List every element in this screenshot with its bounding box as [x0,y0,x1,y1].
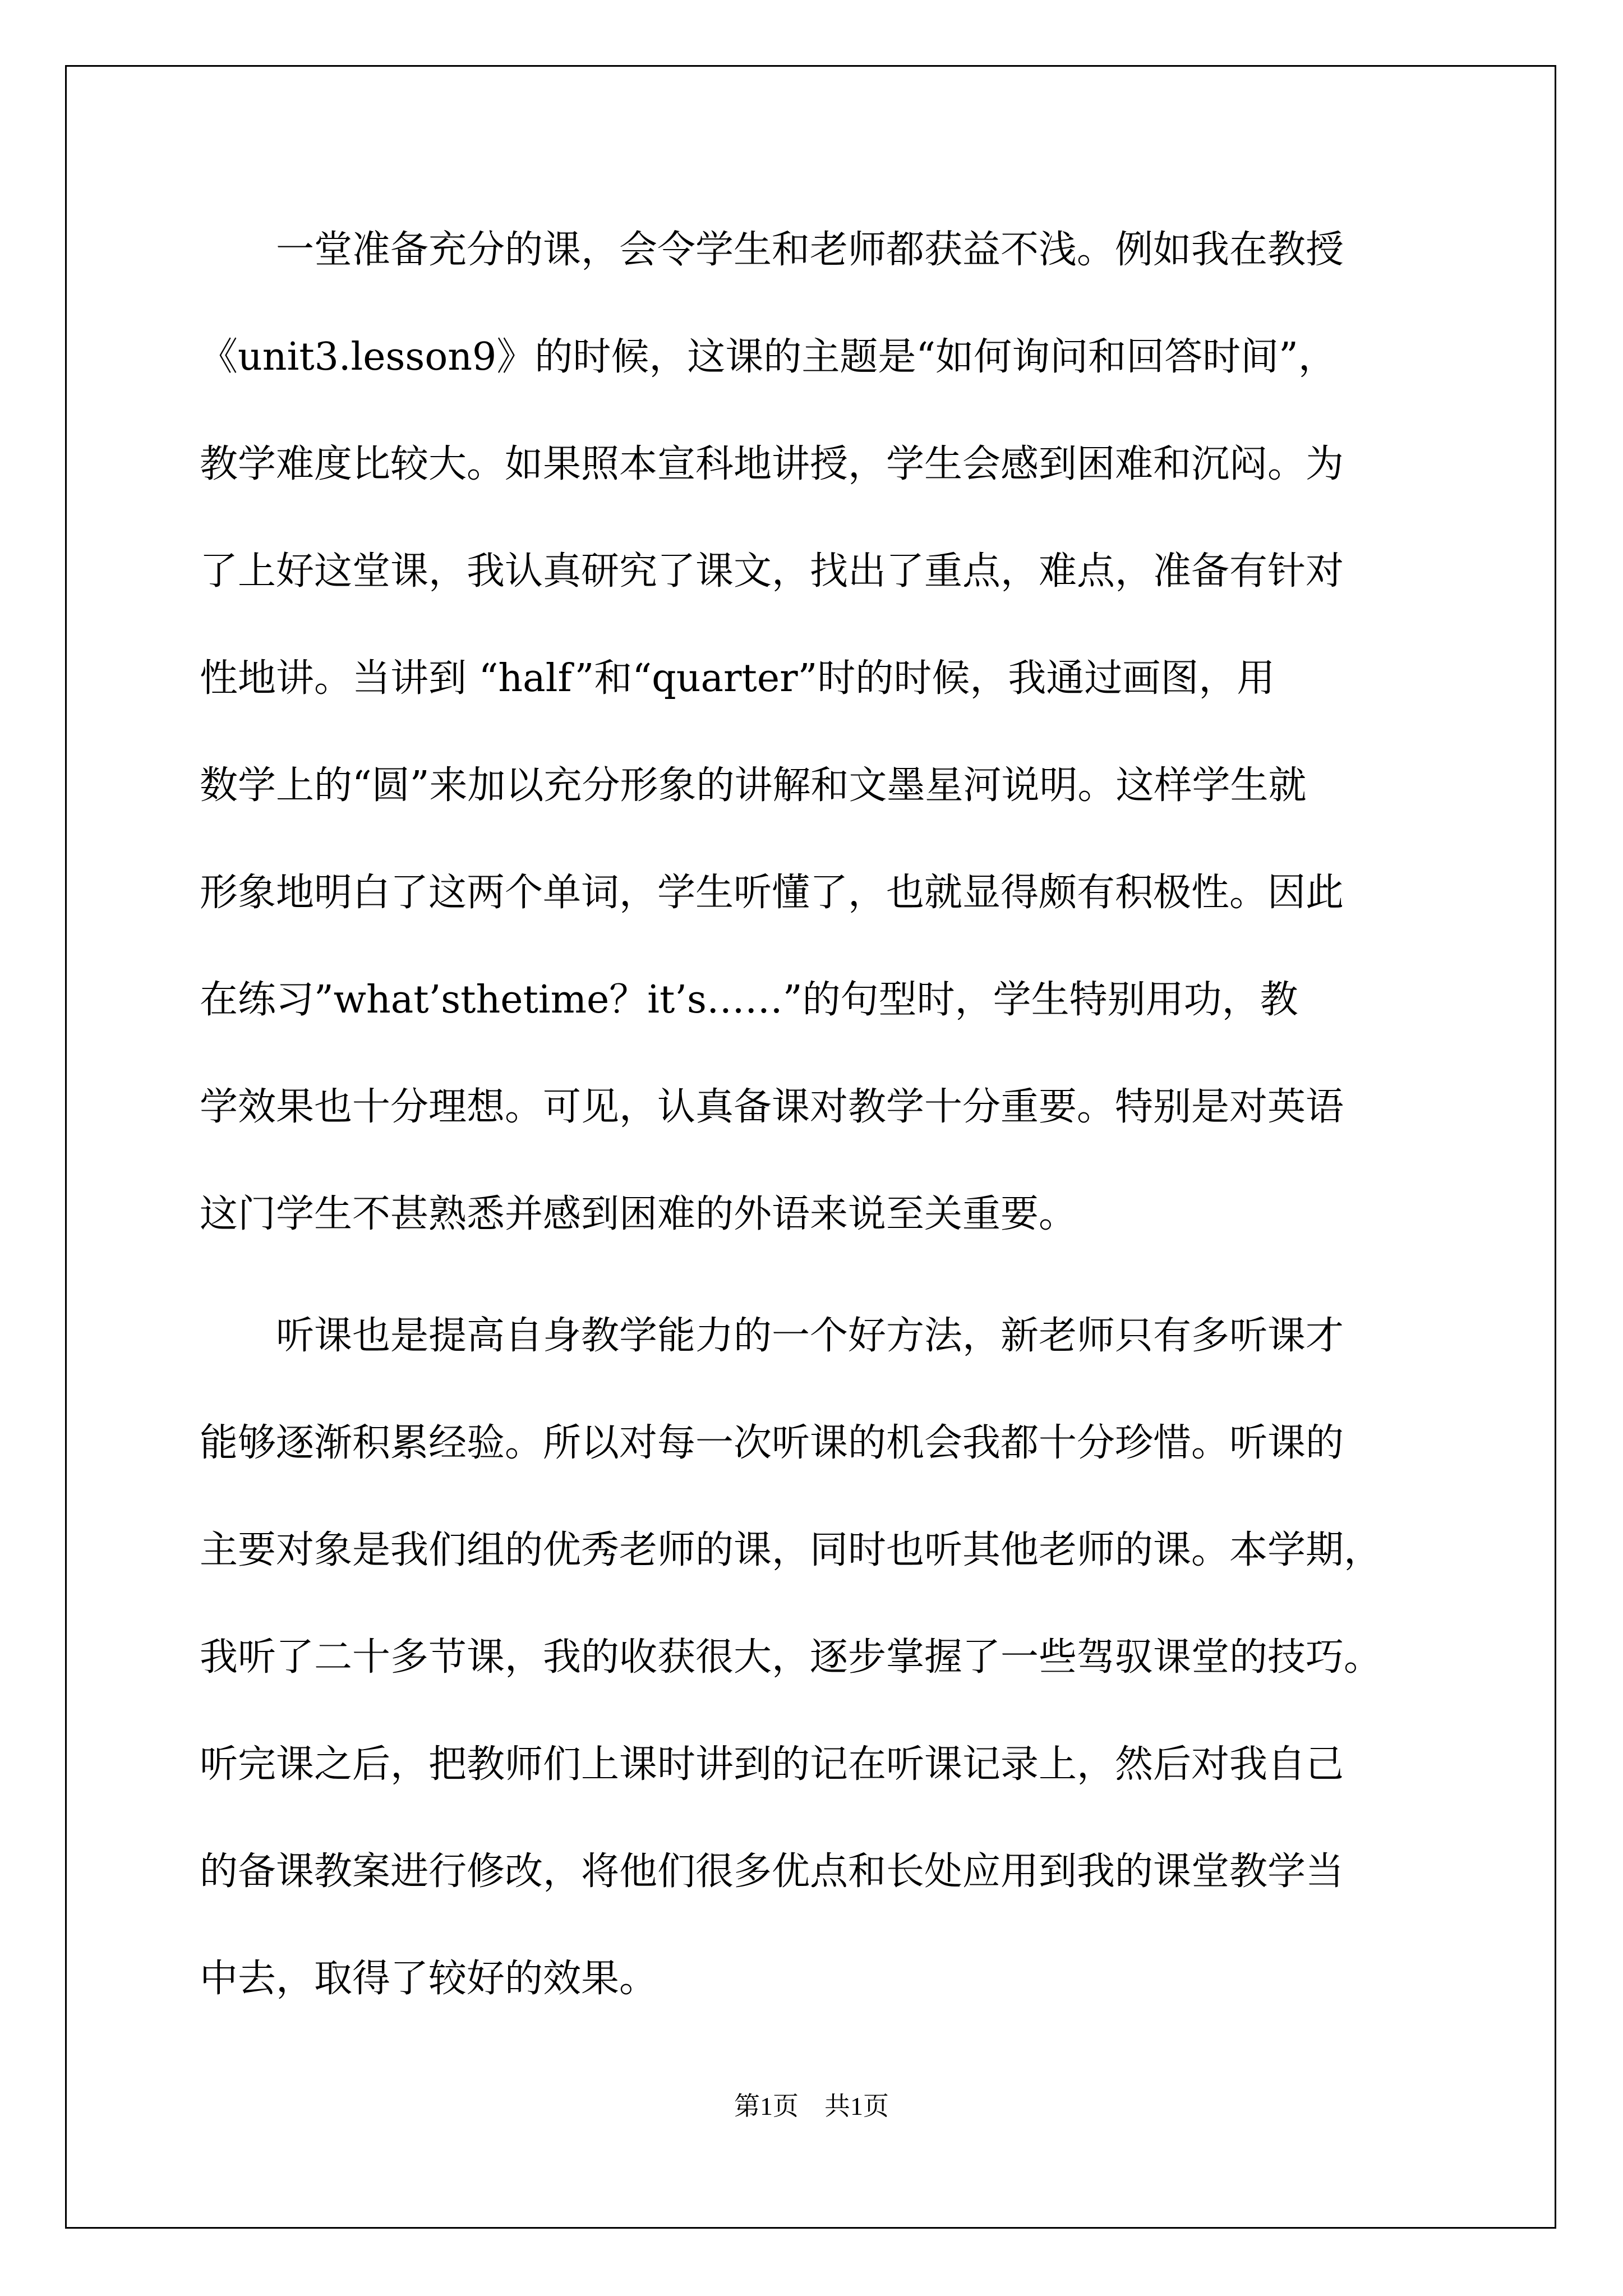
text-line: 学效果也十分理想。可见，认真备课对教学十分重要。特别是对英语 [200,1085,1344,1129]
text-line: 形象地明白了这两个单词，学生听懂了，也就显得颇有积极性。因此 [200,871,1344,915]
text-line: 能够逐渐积累经验。所以对每一次听课的机会我都十分珍惜。听课的 [200,1421,1344,1465]
text-line: 这门学生不甚熟悉并感到困难的外语来说至关重要。 [200,1192,1077,1236]
paragraph-1 [200,223,1428,1295]
text-line: 中去，取得了较好的效果。 [200,1957,658,2001]
text-line: 数学上的“圆”来加以充分形象的讲解和文墨星河说明。这样学生就 [200,763,1307,808]
text-line: 听完课之后，把教师们上课时讲到的记在听课记录上，然后对我自己 [200,1742,1344,1787]
paragraph-gap [200,1295,1428,1309]
text-line: 《unit3.lesson9》的时候，这课的主题是“如何询问和回答时间”， [200,335,1336,379]
text-line: 了上好这堂课，我认真研究了课文，找出了重点，难点，准备有针对 [200,549,1344,593]
text-line: 我听了二十多节课，我的收获很大，逐步掌握了一些驾驭课堂的技巧。 [200,1635,1382,1680]
text-line: 教学难度比较大。如果照本宣科地讲授，学生会感到困难和沉闷。为 [200,442,1344,486]
page-number-footer: 第1页 共1页 [734,2092,889,2120]
paragraph-2 [200,1309,1428,2059]
text-line: 主要对象是我们组的优秀老师的课，同时也听其他老师的课。本学期， [200,1528,1382,1572]
document-body [200,223,1428,2059]
text-line: 听课也是提高自身教学能力的一个好方法，新老师只有多听课才 [200,1314,1344,1358]
text-line: 一堂准备充分的课，会令学生和老师都获益不浅。例如我在教授 [200,228,1344,272]
text-line: 性地讲。当讲到 “half”和“quarter”时的时候，我通过画图，用 [200,656,1275,701]
text-line: 在练习”what’sthetime？it’s……”的句型时，学生特别用功，教 [200,978,1298,1022]
text-line: 的备课教案进行修改，将他们很多优点和长处应用到我的课堂教学当 [200,1849,1344,1894]
